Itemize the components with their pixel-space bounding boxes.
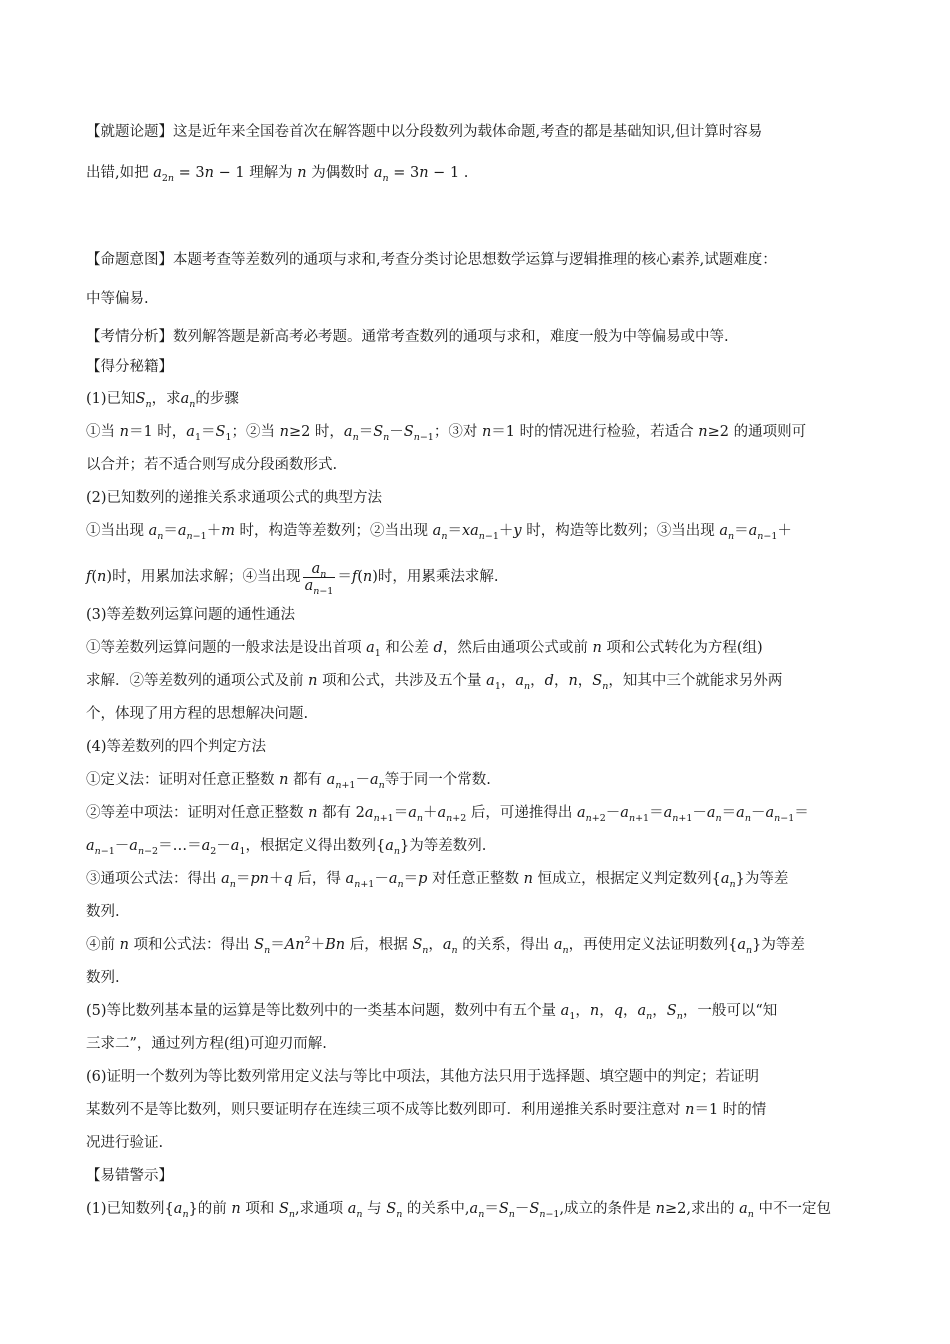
text: ③通项公式法：得出 — [86, 871, 217, 887]
text: 项和公式转化为方程(组) — [606, 640, 763, 656]
text: 和公差 — [385, 640, 429, 656]
text: ④前 — [86, 937, 115, 953]
item-4-method-4: ④前 n 项和公式法：得出 $S_n=An^2+Bn$ 后，根据 $S_n$，$a_n$ 的关系，得出 $a_n$，再使用定义法证明数列$\{a_n\}$为等差 — [86, 935, 805, 956]
text: 为等差 — [761, 937, 805, 953]
text: 为等差数列. — [409, 838, 487, 854]
text: ,成立的条件是 — [559, 1201, 652, 1217]
item-1-body-cont — [86, 455, 864, 475]
text: 【就题论题】这是近年来全国卷首次在解答题中以分段数列为载体命题,考查的都是基础知识,但计算时容易 — [86, 124, 763, 140]
item-4-method-1: ①定义法：证明对任意正整数 n 都有 $a_{n+1}-a_n$等于同一个常数. — [86, 772, 491, 791]
text: ，然后由通项公式或前 — [442, 640, 588, 656]
text: 时，构造等差数列；②当出现 — [239, 523, 429, 539]
item-3-body-cont2 — [86, 704, 864, 724]
item-6 — [86, 1067, 864, 1087]
formula: n — [297, 165, 307, 181]
text: 三求二”，通过列方程(组)可迎刃而解. — [86, 1036, 327, 1052]
item-3-title — [86, 605, 864, 625]
text: 后，得 — [297, 871, 341, 887]
item-4-method-2: ②等差中项法：证明对任意正整数 n 都有 $2a_{n+1}=a_n+a_{n+2}$ 后，可递推得出 $a_{n+2}-a_{n+1}=a_{n+1}-a_n=a_n-a_{n-1}=$ — [86, 805, 809, 824]
text: (4)等差数列的四个判定方法 — [86, 739, 267, 755]
text: 时， — [157, 424, 187, 440]
item-6-cont: 某数列不是等比数列，则只要证明存在连续三项不成等比数列即可．利用递推关系时要注意对 n＝1 时的情 — [86, 1102, 767, 1118]
item-4-method-4-cont — [86, 968, 864, 988]
text: (5)等比数列基本量的运算是等比数列中的一类基本问题，数列中有五个量 — [86, 1003, 557, 1019]
text: 后，可递推得出 — [470, 805, 573, 821]
text: ②等差中项法：证明对任意正整数 — [86, 805, 304, 821]
text: ①当出现 — [86, 523, 144, 539]
item-5-cont — [86, 1034, 864, 1054]
text: 求解．②等差数列的通项公式及前 — [86, 673, 304, 689]
paragraph-topic-example — [86, 163, 864, 183]
paragraph-intent-cont — [86, 289, 864, 309]
paragraph-intent — [86, 250, 864, 270]
text: 【考情分析】数列解答题是新高考必考题。通常考查数列的通项与求和，难度一般为中等偏易或中等. — [86, 329, 729, 345]
text: (1)已知 — [86, 391, 136, 407]
formula: $a_n = 3n - 1$ . — [373, 165, 469, 184]
text: 的前 — [197, 1201, 227, 1217]
text: 以合并；若不适合则写成分段函数形式. — [86, 457, 338, 473]
text: 数列. — [86, 904, 120, 920]
heading: 【易错警示】 — [86, 1168, 173, 1184]
text: (2)已知数列的递推关系求通项公式的典型方法 — [86, 490, 383, 506]
text: ,求通项 — [295, 1201, 344, 1217]
text: 况进行验证. — [86, 1135, 164, 1151]
text: ，再使用定义法证明数列 — [568, 937, 729, 953]
text: 的通项则可 — [733, 424, 807, 440]
pitfall-1: (1)已知数列$\{a_n\}$的前 n 项和 $S_n$,求通项 $a_n$ 与 $S_n$ 的关系中$,a_n=S_n-S_{n-1}$,成立的条件是 n≥2,求出的 $a_n$ 中不一定包 — [86, 1201, 831, 1220]
text: 的关系中, — [406, 1201, 470, 1217]
text: 都有 — [293, 772, 323, 788]
text: ，知其中三个就能求另外两 — [608, 673, 783, 689]
text: ；②当 — [231, 424, 275, 440]
text: 时，构造等比数列；③当出现 — [526, 523, 715, 539]
text: 中不一定包 — [758, 1201, 831, 1217]
text: (3)等差数列运算问题的通性通法 — [86, 607, 296, 623]
text: 某数列不是等比数列，则只要证明存在连续三项不成等比数列即可．利用递推关系时要注意对 — [86, 1102, 681, 1118]
item-6-cont2 — [86, 1133, 864, 1153]
fraction: $\frac{a_n}{a_{n-1}}$ — [304, 560, 334, 597]
text: 【命题意图】本题考查等差数列的通项与求和,考查分类讨论思想数学运算与逻辑推理的核心素养,试题难度： — [86, 252, 777, 268]
text: 时的情况进行检验，若适合 — [519, 424, 694, 440]
text: ，求 — [151, 391, 181, 407]
text: (6)证明一个数列为等比数列常用定义法与等比中项法，其他方法只用于选择题、填空题中的判定；若证明 — [86, 1069, 760, 1085]
text: 的关系，得出 — [462, 937, 550, 953]
text: 个，体现了用方程的思想解决问题. — [86, 706, 309, 722]
item-3-body-cont: 求解．②等差数列的通项公式及前 n 项和公式，共涉及五个量 $a_1$，$a_n$，d，n，$S_n$，知其中三个就能求另外两 — [86, 673, 783, 692]
text: ；③对 — [433, 424, 478, 440]
section-heading-tips — [86, 357, 864, 377]
text: 数列. — [86, 970, 120, 986]
paragraph-topic-discussion — [86, 122, 864, 142]
item-4-method-2-cont: $a_{n-1}-a_{n-2}=\dots=a_2-a_1$，根据定义得出数列$\{a_n\}$为等差数列. — [86, 838, 487, 857]
text: 中等偏易. — [86, 291, 149, 307]
text: 后，根据 — [349, 937, 408, 953]
text: 理解为 — [249, 165, 293, 181]
text: 都有 — [322, 805, 352, 821]
text: 出错,如把 — [86, 165, 149, 181]
text: 为偶数时 — [311, 165, 370, 181]
text: ①当 — [86, 424, 115, 440]
text: 项和 — [245, 1201, 275, 1217]
item-2-title — [86, 488, 864, 508]
item-4-method-3: ③通项公式法：得出 $a_n=pn+q$ 后，得 $a_{n+1}-a_n=p$ 对任意正整数 n 恒成立，根据定义判定数列$\{a_n\}$为等差 — [86, 871, 789, 890]
text: ①定义法：证明对任意正整数 — [86, 772, 275, 788]
formula: $a_{2n} = 3n - 1$ — [153, 165, 250, 184]
section-heading-pitfalls — [86, 1166, 864, 1186]
text: ①等差数列运算问题的一般求法是设出首项 — [86, 640, 362, 656]
text: 对任意正整数 — [432, 871, 520, 887]
item-2-body: ①当出现 $a_n=a_{n-1}+m$ 时，构造等差数列；②当出现 $a_n=xa_{n-1}+y$ 时，构造等比数列；③当出现 $a_n=a_{n-1}+$ — [86, 523, 792, 542]
item-5: (5)等比数列基本量的运算是等比数列中的一类基本问题，数列中有五个量 $a_1$，n，q，$a_n$，$S_n$，一般可以“知 — [86, 1003, 778, 1022]
text: 时，用累加法求解；④当出现 — [112, 569, 301, 585]
item-1-body: ①当 n＝1 时，$a_1=S_1$；②当 n≥2 时，$a_n=S_n-S_{n-1}$；③对 n＝1 时的情况进行检验，若适合 n≥2 的通项则可 — [86, 424, 807, 443]
text: 项和公式，共涉及五个量 — [322, 673, 482, 689]
item-4-method-3-cont — [86, 902, 864, 922]
text: 为等差 — [744, 871, 789, 887]
item-4-title — [86, 737, 864, 757]
item-3-body: ①等差数列运算问题的一般求法是设出首项 $a_1$ 和公差 d，然后由通项公式或前 n 项和公式转化为方程(组) — [86, 640, 763, 659]
text: 与 — [367, 1201, 382, 1217]
heading: 【得分秘籍】 — [86, 359, 173, 375]
text: (1)已知数列 — [86, 1201, 165, 1217]
text: ，一般可以“知 — [682, 1003, 778, 1019]
paragraph-analysis — [86, 327, 864, 347]
text: 等于同一个常数. — [384, 772, 491, 788]
text: 恒成立，根据定义判定数列 — [537, 871, 712, 887]
text: 项和公式法：得出 — [133, 937, 250, 953]
item-1-title: (1)已知$S_n$，求$a_n$的步骤 — [86, 391, 239, 410]
item-2-body-cont: f(n)时，用累加法求解；④当出现 $\frac{a_n}{a_{n-1}}$ ＝f(n)时，用累乘法求解. — [86, 560, 499, 597]
text: ，根据定义得出数列 — [245, 838, 376, 854]
text: 的步骤 — [195, 391, 239, 407]
text: ,求出的 — [686, 1201, 735, 1217]
text: 时， — [314, 424, 344, 440]
text: 时，用累乘法求解. — [377, 569, 499, 585]
